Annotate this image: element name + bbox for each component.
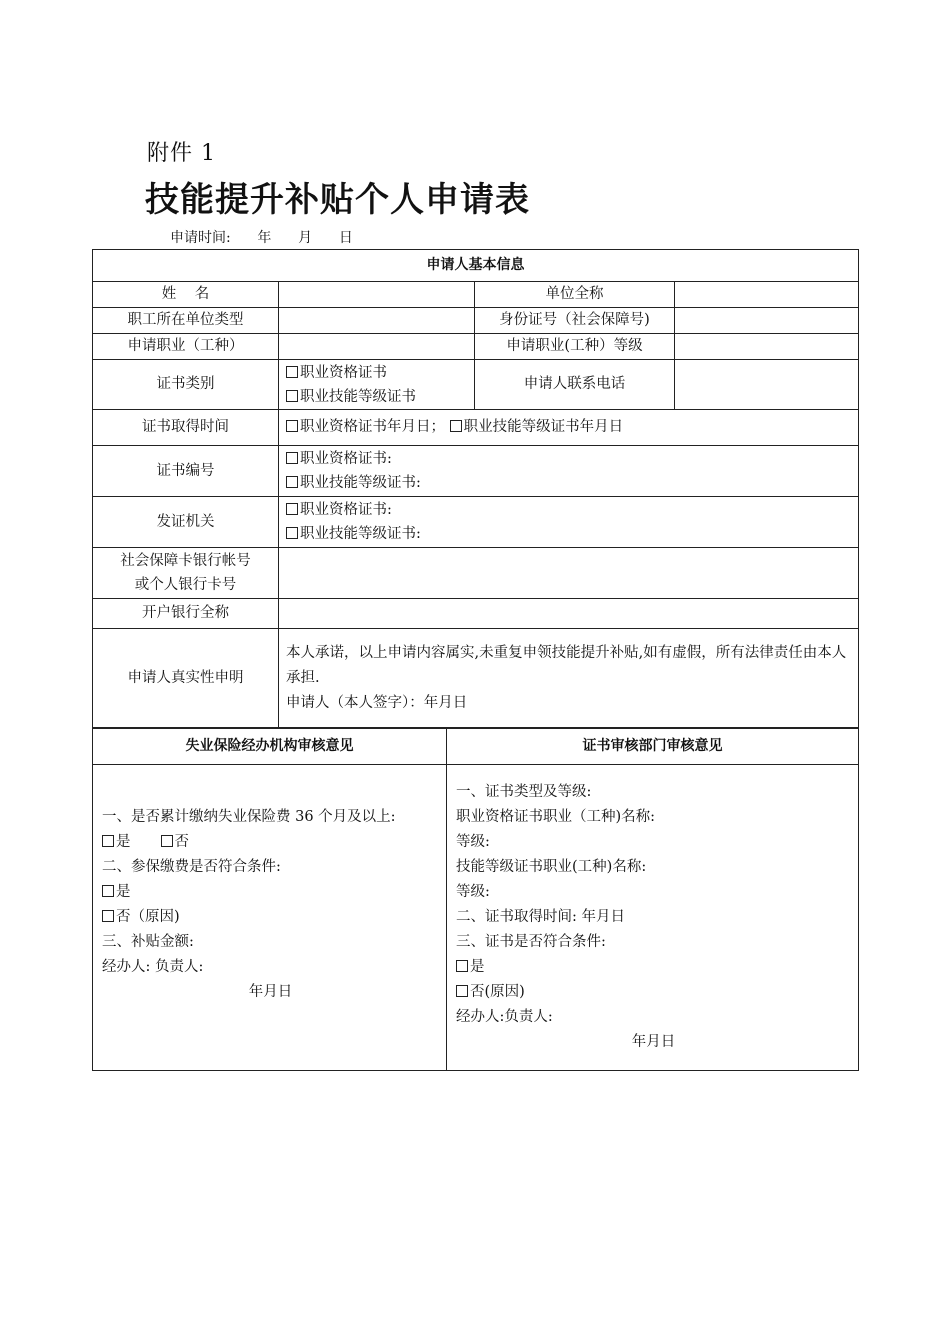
cert-time-option-2: 职业技能等级证书年月日 [463, 419, 624, 435]
right-signature: 经办人:负责人: [456, 1009, 553, 1025]
checkbox[interactable] [456, 985, 468, 997]
checkbox[interactable] [286, 527, 298, 539]
issuer-label: 发证机关 [93, 497, 279, 548]
checkbox[interactable] [286, 420, 298, 432]
right-q1-b-level: 等级: [456, 884, 490, 900]
id-label: 身份证号（社会保障号) [475, 308, 675, 334]
id-field[interactable] [675, 308, 859, 334]
checkbox[interactable] [286, 476, 298, 488]
left-signature: 经办人: 负责人: [102, 959, 204, 975]
checkbox[interactable] [286, 452, 298, 464]
checkbox[interactable] [102, 885, 114, 897]
review-table [92, 727, 859, 1071]
cert-type-label: 证书类别 [93, 360, 279, 410]
right-q1: 一、证书类型及等级: [456, 784, 592, 800]
occupation-field[interactable] [279, 334, 475, 360]
checkbox[interactable] [286, 503, 298, 515]
cert-type-options [279, 360, 475, 410]
checkbox[interactable] [102, 835, 114, 847]
left-q3: 三、补贴金额: [102, 934, 194, 950]
left-date: 年月日 [248, 984, 293, 1000]
right-q3-yes: 是 [470, 959, 485, 975]
cert-no-option-2: 职业技能等级证书: [300, 475, 421, 491]
left-q1-no: 否 [174, 834, 189, 850]
right-q1-a-level: 等级: [456, 834, 490, 850]
right-q2: 二、证书取得时间: 年月日 [456, 909, 625, 925]
occupation-level-label: 申请职业(工种）等级 [475, 334, 675, 360]
checkbox[interactable] [286, 390, 298, 402]
bank-name-field[interactable] [279, 599, 859, 629]
left-review-body [93, 765, 447, 1071]
occupation-level-field[interactable] [675, 334, 859, 360]
unit-type-field[interactable] [279, 308, 475, 334]
right-q1-a: 职业资格证书职业（工种)名称: [456, 809, 656, 825]
unit-type-label: 职工所在单位类型 [93, 308, 279, 334]
bank-account-label [93, 548, 279, 599]
bank-account-label-line-2: 或个人银行卡号 [134, 577, 237, 593]
declaration-cell [279, 629, 859, 729]
checkbox[interactable] [161, 835, 173, 847]
right-review-body [447, 765, 859, 1071]
checkbox[interactable] [286, 366, 298, 378]
unit-field[interactable] [675, 282, 859, 308]
cert-no-option-1: 职业资格证书: [300, 451, 392, 467]
checkbox[interactable] [450, 420, 462, 432]
declaration-label: 申请人真实性申明 [93, 629, 279, 729]
phone-field[interactable] [675, 360, 859, 410]
right-review-header: 证书审核部门审核意见 [447, 728, 859, 765]
cert-type-option-1: 职业资格证书 [300, 364, 387, 381]
declaration-text: 本人承诺，以上申请内容属实,未重复申领技能提升补贴,如有虚假，所有法律责任由本人承担. [286, 645, 847, 686]
right-q3-no: 否(原因) [470, 984, 525, 1000]
issuer-options [279, 497, 859, 548]
issuer-option-1: 职业资格证书: [300, 502, 392, 518]
checkbox[interactable] [456, 960, 468, 972]
phone-label: 申请人联系电话 [475, 360, 675, 410]
occupation-label: 申请职业（工种） [93, 334, 279, 360]
right-q1-b: 技能等级证书职业(工种)名称: [456, 859, 647, 875]
unit-label: 单位全称 [475, 282, 675, 308]
attachment-label: 附件 1 [147, 141, 216, 166]
checkbox[interactable] [102, 910, 114, 922]
basic-info-table [92, 249, 859, 729]
cert-time-label: 证书取得时间 [93, 410, 279, 446]
cert-type-option-2: 职业技能等级证书 [300, 388, 416, 405]
name-field[interactable] [279, 282, 475, 308]
left-review-header: 失业保险经办机构审核意见 [93, 728, 447, 765]
left-q2-no: 否（原因) [116, 909, 180, 925]
name-label: 姓 名 [93, 282, 279, 308]
bank-account-field[interactable] [279, 548, 859, 599]
left-q1-yes: 是 [116, 834, 131, 850]
left-q1-options [102, 830, 439, 855]
bank-account-label-line-1: 社会保障卡银行帐号 [120, 553, 251, 569]
right-q3: 三、证书是否符合条件: [456, 934, 606, 950]
left-q1: 一、是否累计缴纳失业保险费 36 个月及以上: [102, 809, 396, 825]
bank-name-label: 开户银行全称 [93, 599, 279, 629]
cert-time-options [279, 410, 859, 446]
cert-time-option-1: 职业资格证书年月日； [300, 419, 445, 435]
issuer-option-2: 职业技能等级证书: [300, 526, 421, 542]
left-q2: 二、参保缴费是否符合条件: [102, 859, 281, 875]
form-title: 技能提升补贴个人申请表 [145, 180, 530, 220]
cert-no-label: 证书编号 [93, 446, 279, 497]
cert-no-options [279, 446, 859, 497]
basic-info-header: 申请人基本信息 [93, 250, 859, 282]
declaration-signature: 申请人（本人签字）：年月日 [286, 695, 468, 711]
right-date: 年月日 [631, 1034, 676, 1050]
application-date-line: 申请时间: 年 月 日 [170, 230, 353, 246]
left-q2-yes: 是 [116, 884, 131, 900]
